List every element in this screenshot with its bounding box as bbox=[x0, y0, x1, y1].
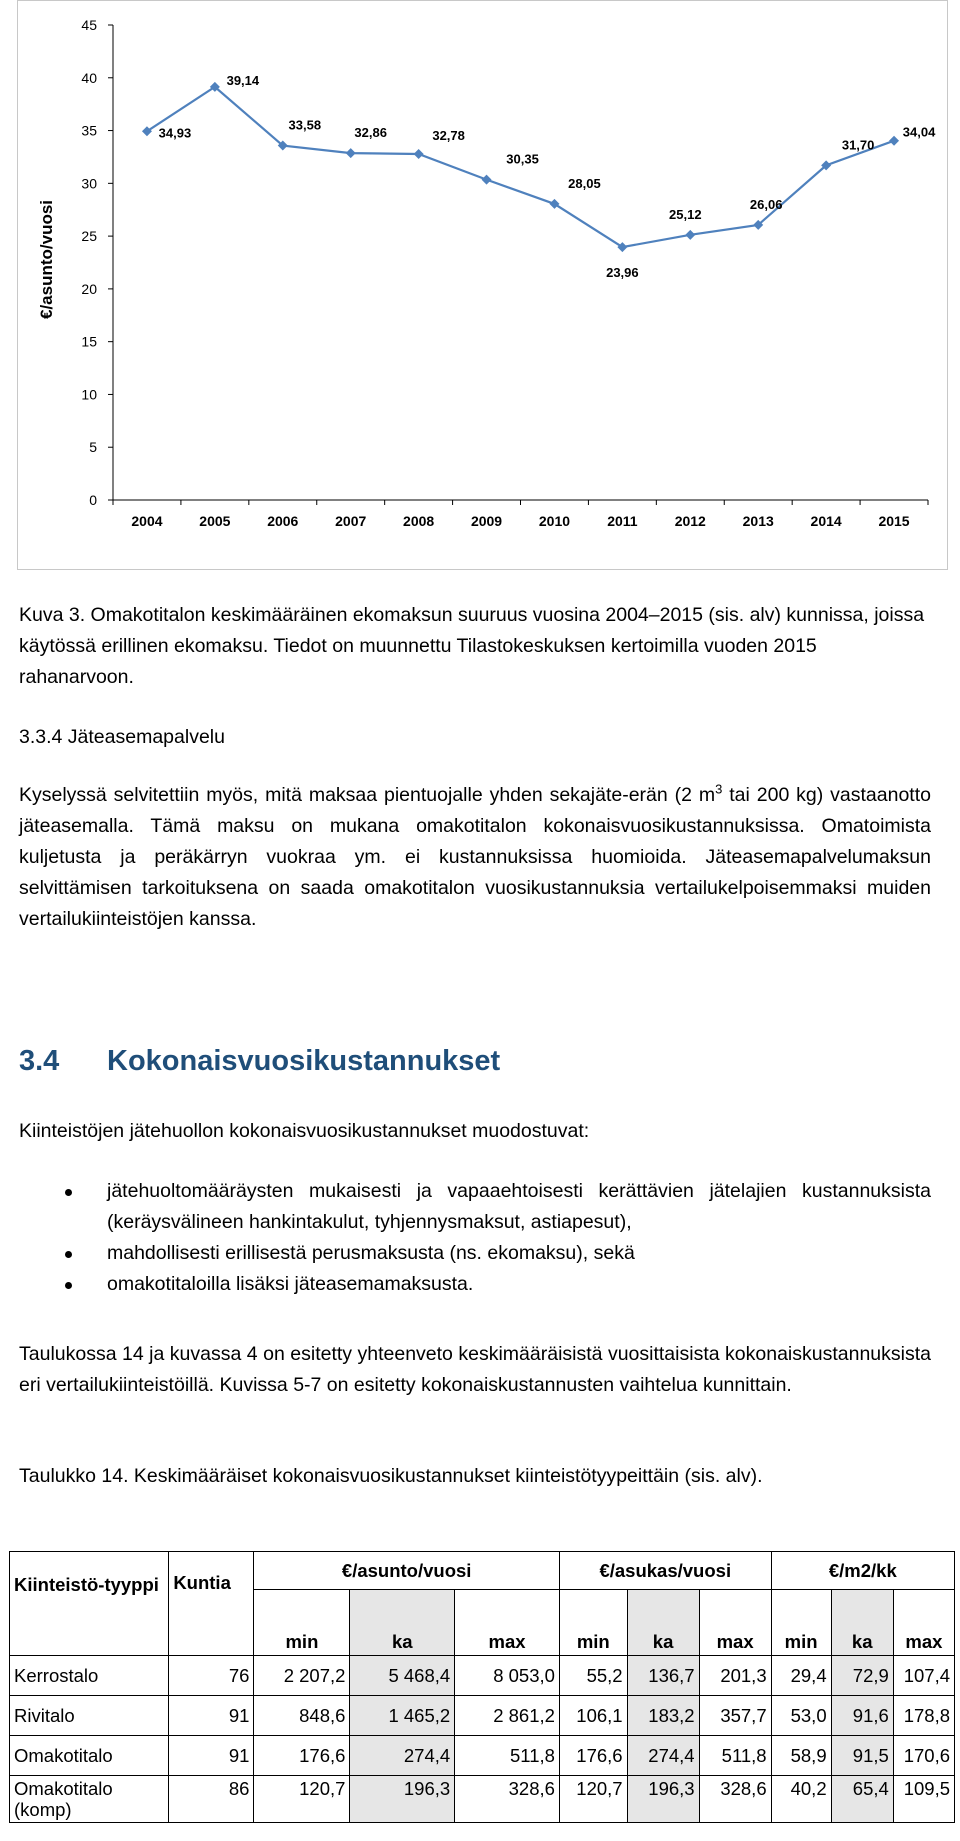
bullet-text: mahdollisesti erillisestä perusmaksusta (ns. ekomaksu), sekä bbox=[107, 1242, 635, 1264]
data-label: 39,14 bbox=[226, 72, 260, 88]
subheader-min: min bbox=[771, 1590, 831, 1656]
y-tick-label: 35 bbox=[81, 122, 97, 139]
cell: 328,6 bbox=[699, 1776, 771, 1823]
cell: 65,4 bbox=[831, 1776, 893, 1823]
row-kuntia: 76 bbox=[169, 1656, 254, 1696]
cell: 511,8 bbox=[455, 1736, 560, 1776]
y-tick-label: 15 bbox=[81, 333, 97, 350]
data-label: 26,06 bbox=[749, 196, 783, 212]
row-type: Kerrostalo bbox=[10, 1656, 169, 1696]
cell: 40,2 bbox=[771, 1776, 831, 1823]
section-number: 3.4 bbox=[19, 1045, 60, 1077]
ekomaksu-line-chart bbox=[18, 1, 947, 569]
paragraph-text-1: Kyselyssä selvitettiin myös, mitä maksaa pientuojalle yhden sekajäte-erän (2 m bbox=[19, 784, 716, 806]
cell: 109,5 bbox=[893, 1776, 954, 1823]
cell: 53,0 bbox=[771, 1696, 831, 1736]
cell: 106,1 bbox=[559, 1696, 627, 1736]
data-point bbox=[482, 175, 492, 185]
cell: 2 207,2 bbox=[254, 1656, 350, 1696]
subheader-min: min bbox=[254, 1590, 350, 1656]
row-type: Omakotitalo (komp) bbox=[10, 1776, 169, 1823]
y-tick-label: 45 bbox=[81, 17, 97, 33]
x-tick-label: 2009 bbox=[470, 513, 503, 529]
cell: 511,8 bbox=[699, 1736, 771, 1776]
cell: 196,3 bbox=[350, 1776, 455, 1823]
y-tick-label: 0 bbox=[89, 492, 97, 508]
group-header: €/m2/kk bbox=[771, 1552, 954, 1590]
data-point bbox=[889, 136, 899, 146]
subheader-ka: ka bbox=[350, 1590, 455, 1656]
section-title: Kokonaisvuosikustannukset bbox=[107, 1045, 501, 1077]
group-header: €/asukas/vuosi bbox=[559, 1552, 771, 1590]
data-label: 28,05 bbox=[568, 175, 601, 191]
table-header-row bbox=[10, 1552, 955, 1590]
data-point bbox=[685, 230, 695, 240]
data-label: 34,93 bbox=[158, 125, 192, 141]
subheader-min: min bbox=[559, 1590, 627, 1656]
bullet-icon bbox=[65, 1282, 72, 1289]
subheader-max: max bbox=[455, 1590, 560, 1656]
cell: 178,8 bbox=[893, 1696, 954, 1736]
cell: 848,6 bbox=[254, 1696, 350, 1736]
x-tick-label: 2011 bbox=[607, 513, 638, 529]
cell: 357,7 bbox=[699, 1696, 771, 1736]
table-row bbox=[10, 1776, 955, 1823]
cell: 107,4 bbox=[893, 1656, 954, 1696]
figure-caption: Kuva 3. Omakotitalon keskimääräinen ekomaksun suuruus vuosina 2004–2015 (sis. alv) kunnissa, joissa käytössä erillinen ekomaksu. Tiedot on muunnettu Tilastokeskuksen kertoimilla vuoden 2015 rahanarvoon. bbox=[19, 604, 925, 688]
x-tick-label: 2010 bbox=[538, 513, 571, 529]
cell: 170,6 bbox=[893, 1736, 954, 1776]
x-tick-label: 2014 bbox=[810, 513, 842, 529]
subsection-title: 3.3.4 Jäteasemapalvelu bbox=[19, 726, 225, 748]
subheader-ka: ka bbox=[831, 1590, 893, 1656]
x-tick-label: 2007 bbox=[335, 513, 367, 529]
table-row bbox=[10, 1696, 955, 1736]
intro-text: Kiinteistöjen jätehuollon kokonaisvuosikustannukset muodostuvat: bbox=[19, 1120, 590, 1142]
x-tick-label: 2005 bbox=[199, 513, 231, 529]
x-tick-label: 2008 bbox=[403, 513, 435, 529]
cell: 91,6 bbox=[831, 1696, 893, 1736]
bullet-list bbox=[19, 1176, 931, 1300]
subheader-max: max bbox=[893, 1590, 954, 1656]
bullet-item bbox=[19, 1269, 931, 1300]
y-tick-label: 30 bbox=[81, 175, 97, 192]
cell: 136,7 bbox=[627, 1656, 699, 1696]
data-point bbox=[346, 148, 356, 158]
cell: 91,5 bbox=[831, 1736, 893, 1776]
data-point bbox=[414, 149, 424, 159]
summary-paragraph: Taulukossa 14 ja kuvassa 4 on esitetty yhteenveto keskimääräisistä vuosittaisista kokonaiskustannuksista eri vertailukiinteistöillä. Kuvissa 5-7 on esitetty kokonaiskustannusten vaihtelua kunnittain. bbox=[19, 1343, 931, 1396]
cell: 183,2 bbox=[627, 1696, 699, 1736]
y-tick-label: 10 bbox=[81, 386, 97, 403]
cell: 72,9 bbox=[831, 1656, 893, 1696]
cell: 2 861,2 bbox=[455, 1696, 560, 1736]
x-tick-label: 2006 bbox=[267, 513, 299, 529]
row-type: Omakotitalo bbox=[10, 1736, 169, 1776]
bullet-item bbox=[19, 1238, 931, 1269]
bullet-text: jätehuoltomääräysten mukaisesti ja vapaaehtoisesti kerättävien jätelajien kustannuksista (keräysvälineen hankintakulut, tyhjennysmaksut, astiapesut), bbox=[107, 1180, 931, 1233]
y-tick-label: 5 bbox=[89, 439, 97, 456]
superscript-3: 3 bbox=[715, 781, 723, 797]
data-label: 31,70 bbox=[841, 137, 875, 153]
bullet-text: omakotitaloilla lisäksi jäteasemamaksusta. bbox=[107, 1273, 474, 1295]
table-caption: Taulukko 14. Keskimääräiset kokonaisvuosikustannukset kiinteistötyypeittäin (sis. alv). bbox=[19, 1465, 763, 1487]
cell: 176,6 bbox=[559, 1736, 627, 1776]
cell: 29,4 bbox=[771, 1656, 831, 1696]
cell: 1 465,2 bbox=[350, 1696, 455, 1736]
cell: 274,4 bbox=[350, 1736, 455, 1776]
data-label: 25,12 bbox=[669, 206, 702, 222]
table-row bbox=[10, 1656, 955, 1696]
bullet-item bbox=[19, 1176, 931, 1238]
cell: 176,6 bbox=[254, 1736, 350, 1776]
paragraph-text-2: tai 200 kg) vastaanotto jäteasemalla. Tämä maksu on mukana omakotitalon kokonaisvuosikustannuksissa. Omatoimista kuljetusta ja peräkärryn vuokraa ym. ei kustannuksissa huomioida. Jäteasemapalvelumaksun selvittämisen tarkoituksena on saada omakotitalon vuosikustannuksia vertailukelpoisemmaksi muiden vertailukiinteistöjen kanssa. bbox=[19, 784, 931, 930]
data-label: 33,58 bbox=[288, 117, 322, 133]
x-tick-label: 2004 bbox=[131, 513, 163, 529]
jateasema-paragraph bbox=[19, 780, 931, 935]
cell: 120,7 bbox=[559, 1776, 627, 1823]
series-line bbox=[147, 87, 894, 247]
cost-table bbox=[9, 1551, 955, 1823]
cell: 5 468,4 bbox=[350, 1656, 455, 1696]
cell: 120,7 bbox=[254, 1776, 350, 1823]
cell: 274,4 bbox=[627, 1736, 699, 1776]
table-row bbox=[10, 1736, 955, 1776]
header-type: Kiinteistö-tyyppi bbox=[10, 1552, 169, 1656]
cell: 55,2 bbox=[559, 1656, 627, 1696]
x-tick-label: 2015 bbox=[878, 513, 910, 529]
data-label: 32,78 bbox=[432, 127, 465, 143]
row-kuntia: 91 bbox=[169, 1696, 254, 1736]
chart-frame bbox=[17, 0, 948, 570]
data-label: 32,86 bbox=[354, 125, 387, 141]
data-label: 30,35 bbox=[506, 151, 539, 167]
group-header: €/asunto/vuosi bbox=[254, 1552, 560, 1590]
data-label: 23,96 bbox=[606, 265, 639, 281]
y-axis-title: €/asunto/vuosi bbox=[37, 199, 56, 320]
data-label: 34,04 bbox=[902, 124, 936, 140]
header-kuntia: Kuntia bbox=[169, 1552, 254, 1656]
x-tick-label: 2012 bbox=[674, 513, 706, 529]
y-tick-label: 20 bbox=[81, 280, 97, 297]
bullet-icon bbox=[65, 1189, 72, 1196]
row-kuntia: 86 bbox=[169, 1776, 254, 1823]
bullet-icon bbox=[65, 1251, 72, 1258]
cell: 8 053,0 bbox=[455, 1656, 560, 1696]
row-type: Rivitalo bbox=[10, 1696, 169, 1736]
subheader-ka: ka bbox=[627, 1590, 699, 1656]
subheader-max: max bbox=[699, 1590, 771, 1656]
y-tick-label: 40 bbox=[81, 69, 97, 86]
cell: 201,3 bbox=[699, 1656, 771, 1696]
cell: 58,9 bbox=[771, 1736, 831, 1776]
section-heading bbox=[19, 1045, 500, 1078]
cell: 328,6 bbox=[455, 1776, 560, 1823]
cell: 196,3 bbox=[627, 1776, 699, 1823]
row-kuntia: 91 bbox=[169, 1736, 254, 1776]
y-tick-label: 25 bbox=[81, 228, 97, 245]
x-tick-label: 2013 bbox=[742, 513, 774, 529]
